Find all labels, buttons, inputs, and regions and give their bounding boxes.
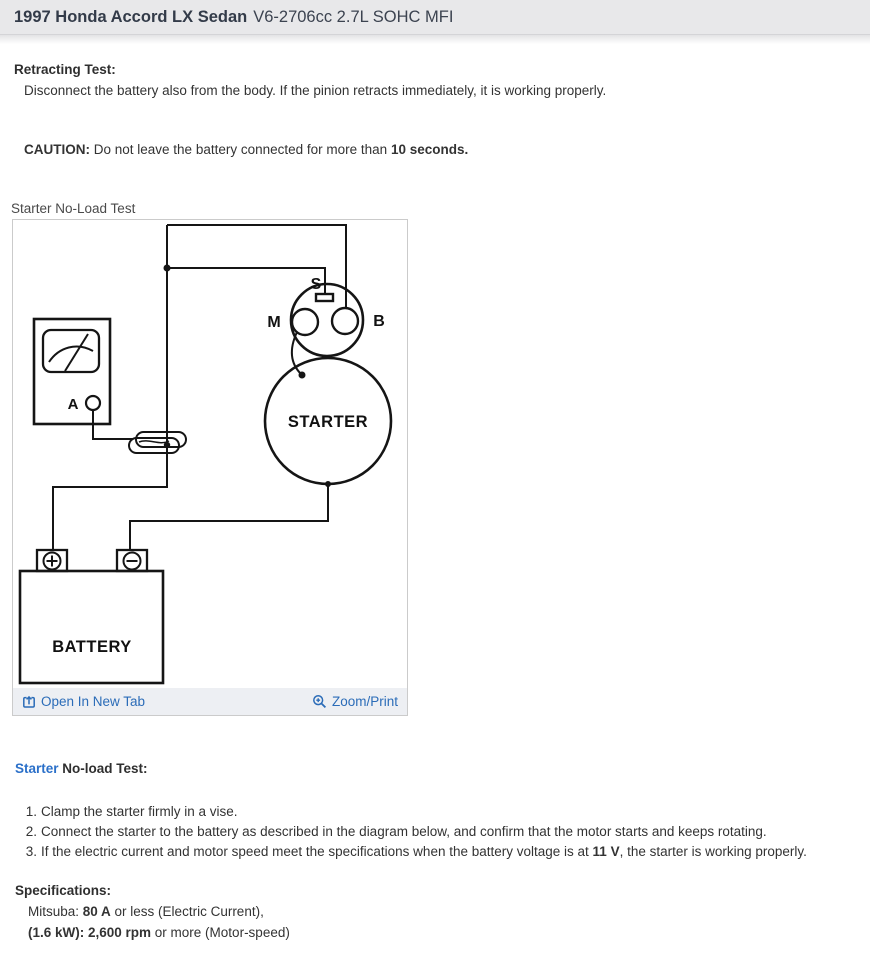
battery — [20, 550, 163, 683]
step-number: 1. — [25, 804, 37, 819]
spec-text: Mitsuba: — [28, 904, 83, 919]
step-number: 3. — [25, 844, 37, 859]
open-in-new-tab-label: Open In New Tab — [41, 694, 146, 709]
solenoid-b-label: B — [373, 313, 385, 330]
zoom-print-link[interactable] — [312, 694, 398, 709]
clamp-connector — [129, 428, 186, 460]
noload-heading-rest: No-load Test: — [58, 761, 148, 776]
spec-bold: (1.6 kW): 2,600 rpm — [28, 925, 152, 940]
spec-text-post: or more (Motor-speed) — [151, 925, 290, 940]
step-text: If the electric current and motor speed meet the specifications when the battery voltage is at — [41, 844, 593, 859]
solenoid-m-label: M — [267, 314, 281, 331]
list-item — [25, 822, 870, 842]
spec-bold: 80 A — [82, 904, 111, 919]
diagram-figure — [12, 219, 408, 716]
caution-bold: 10 seconds. — [390, 142, 469, 157]
ammeter — [34, 319, 110, 424]
step-text-post: , the starter is working properly. — [619, 844, 807, 859]
caution-label: CAUTION: — [24, 142, 90, 157]
wires — [53, 225, 346, 550]
caution-text: Do not leave the battery connected for more than — [90, 142, 391, 157]
open-in-new-tab-icon — [22, 695, 36, 709]
battery-label: BATTERY — [52, 638, 132, 656]
noload-test-heading — [15, 761, 870, 776]
step-text: Clamp the starter firmly in a vise. — [41, 804, 238, 819]
starter-link[interactable]: Starter — [15, 761, 59, 776]
solenoid-s-label: S — [310, 276, 322, 293]
starter-label: STARTER — [287, 413, 369, 431]
figure-toolbar — [13, 688, 407, 715]
page-title: 1997 Honda Accord LX Sedan — [14, 7, 248, 26]
list-item — [25, 802, 870, 822]
solenoid — [267, 276, 384, 379]
step-number: 2. — [25, 824, 37, 839]
list-item — [25, 842, 870, 862]
zoom-print-label: Zoom/Print — [331, 694, 398, 709]
open-in-new-tab-link[interactable] — [22, 694, 145, 709]
content — [0, 35, 870, 940]
retracting-test-heading: Retracting Test: — [14, 62, 116, 77]
starter-motor — [265, 358, 391, 487]
step-text: Connect the starter to the battery as described in the diagram below, and confirm that the motor starts and keeps rotating. — [41, 824, 767, 839]
spec-line-current — [28, 904, 870, 919]
spec-text-post: or less (Electric Current), — [110, 904, 264, 919]
caution-line — [24, 142, 870, 157]
page-subtitle: V6-2706cc 2.7L SOHC MFI — [253, 7, 454, 26]
zoom-plus-icon — [312, 694, 327, 709]
starter-noload-diagram — [13, 220, 405, 688]
figure-caption: Starter No-Load Test — [11, 201, 136, 216]
page-header — [0, 0, 870, 35]
specifications-heading: Specifications: — [15, 883, 112, 898]
retracting-test-body: Disconnect the battery also from the body. If the pinion retracts immediately, it is working properly. — [24, 83, 607, 98]
noload-steps — [25, 802, 870, 862]
ammeter-label: A — [67, 396, 79, 413]
spec-line-speed — [28, 925, 870, 940]
step-bold: 11 V — [592, 844, 620, 859]
